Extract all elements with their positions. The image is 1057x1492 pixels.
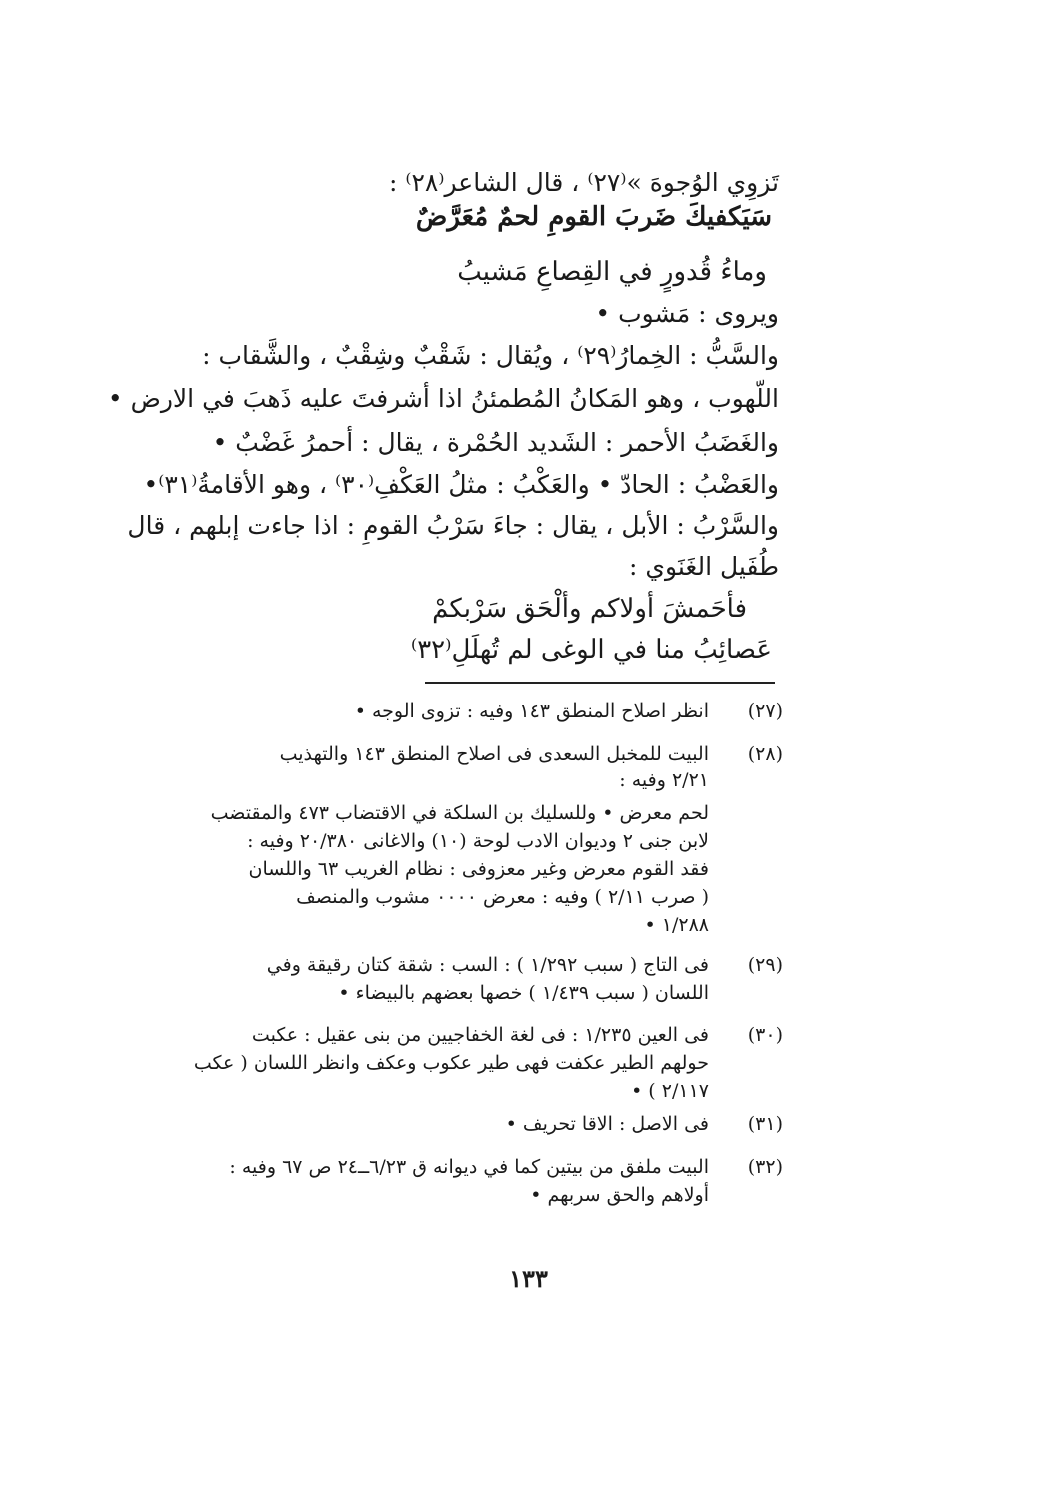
footnote-number-28: (٢٨) — [747, 743, 783, 765]
footnote-number-30: (٣٠) — [747, 1024, 783, 1046]
footnote-separator — [425, 682, 775, 684]
footnote-number-27: (٢٧) — [747, 700, 783, 722]
footnote-28-line-1: البيت للمخبل السعدى فى اصلاح المنطق ١٤٣ والتهذيب — [279, 743, 709, 765]
body-line-6: اللّهوب ، وهو المَكانُ المُطمئنُ اذا أشرفتَ عليه ذَهبَ في الارض • — [107, 384, 779, 413]
footnote-30-line-3: ٢/١١٧ ) • — [631, 1080, 709, 1102]
body-line-7: والغَضَبُ الأحمر : الشَديد الحُمْرة ، يقال : أحمرُ غَضْبٌ • — [212, 428, 779, 457]
footnote-28-line-3: لحم معرض • وللسليك بن السلكة في الاقتضاب ٤٧٣ والمقتضب — [210, 802, 709, 824]
body-line-10: طُفَيل الغَنَوي : — [629, 552, 779, 581]
footnote-number-32: (٣٢) — [747, 1156, 783, 1178]
footnote-28-line-6: ( صرب ٢/١١ ) وفيه : معرض ٠٠٠٠ مشوب والمنصف — [296, 886, 709, 908]
footnote-27-line-1: انظر اصلاح المنطق ١٤٣ وفيه : تزوى الوجه • — [354, 700, 709, 722]
footnote-30-line-1: فى العين ١/٢٣٥ : فى لغة الخفاجيين من بنى عقيل : عكبت — [251, 1024, 709, 1046]
footnote-number-31: (٣١) — [747, 1113, 783, 1135]
verse-line-4: عَصائِبُ منا في الوغى لم تُهلَلِ⁽٣٢⁾ — [410, 635, 772, 665]
verse-line-1: سَيَكفيكَ ضَربَ القومِ لحمٌ مُعَرَّضٌ — [415, 202, 772, 232]
footnote-number-29: (٢٩) — [747, 954, 783, 976]
footnote-29-line-1: فى التاج ( سبب ١/٢٩٢ ) : السب : شقة كتان رقيقة وفي — [266, 954, 709, 976]
footnote-31-line-1: فى الاصل : الاقا تحريف • — [505, 1113, 709, 1135]
body-line-9: والسَّرْبُ : الأبل ، يقال : جاءَ سَرْبُ القومِ : اذا جاءت إبلهم ، قال — [127, 511, 779, 540]
body-line-4: ويروى : مَشوب • — [595, 299, 779, 328]
body-line-8: والعَضْبُ : الحادّ • والعَكْبُ : مثلُ العَكْفِ⁽٣٠⁾ ، وهو الأقامةُ⁽٣١⁾• — [143, 470, 779, 499]
footnote-28-line-4: لابن جنى ٢ وديوان الادب لوحة (١٠) والاغانى ٢٠/٣٨٠ وفيه : — [247, 830, 709, 852]
body-line-1: تَزوِي الوُجوهَ »⁽٢٧⁾ ، قال الشاعر⁽٢٨⁾ : — [388, 168, 779, 197]
footnote-29-line-2: اللسان ( سبب ١/٤٣٩ ) خصها بعضهم بالبيضاء • — [338, 982, 709, 1004]
footnote-30-line-2: حولهم الطير عكفت فهى طير عكوب وعكف وانظر اللسان ( عكب — [193, 1052, 709, 1074]
footnote-32-line-2: أولاهم والحق سربهم • — [530, 1184, 709, 1206]
body-line-5: والسَّبُّ : الخِمارُ⁽٢٩⁾ ، ويُقال : شَقْبٌ وشِقْبٌ ، والشَّقاب : — [202, 341, 779, 370]
verse-line-2: وماءُ قُدورٍ في القِصاعِ مَشيبُ — [457, 257, 767, 287]
footnote-28-line-5: فقد القوم معرض وغير معزوفى : نظام الغريب ٦٣ واللسان — [248, 858, 709, 880]
footnote-32-line-1: البيت ملفق من بيتين كما في ديوانه ق ٦/٢٣ــ٢٤ ص ٦٧ وفيه : — [229, 1156, 709, 1178]
verse-line-3: فأحَمشَ أولاكم وألْحَق سَرْبكمْ — [432, 594, 747, 624]
page-number: ١٣٣ — [509, 1264, 548, 1293]
footnote-28-line-2: ٢/٢١ وفيه : — [619, 769, 709, 791]
footnote-28-line-7: ١/٢٨٨ • — [644, 914, 709, 936]
